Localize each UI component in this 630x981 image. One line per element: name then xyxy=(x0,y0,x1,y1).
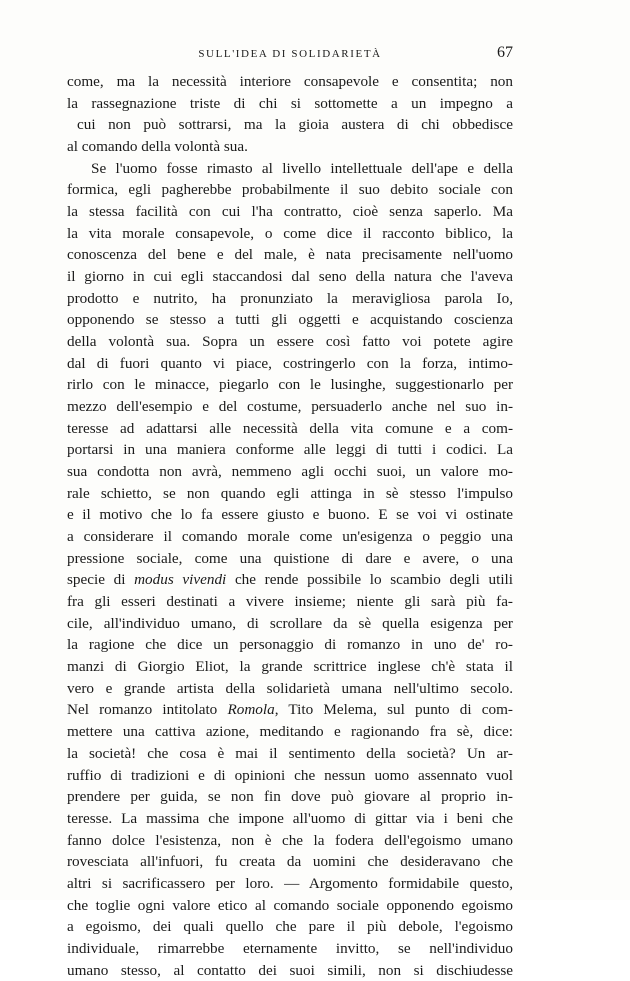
text-line: rale schietto, se non quando egli attinga in sè stesso l'impulso xyxy=(67,484,513,502)
text-line: cile, all'individuo umano, di scrollare da sè quella esigenza per xyxy=(67,614,513,632)
text-line: della volontà sua. Sopra un essere così fatto voi potete agire xyxy=(67,333,513,351)
text-line: portarsi in una maniera conforme alle leggi di tutti i codici. La xyxy=(67,441,513,459)
text-line: vero e grande artista della solidarietà umana nell'ultimo secolo. xyxy=(67,679,513,697)
text-line: fanno dolce l'esistenza, non è che la fodera dell'egoismo umano xyxy=(67,831,513,849)
text-line: a egoismo, dei quali quello che pare il più debole, l'egoismo xyxy=(67,918,513,936)
text-line: altri si sacrificassero per loro. — Argomento formidabile questo, xyxy=(67,874,513,892)
italic-romola: Romola xyxy=(227,701,275,719)
text-line: dal di fuori quanto vi piace, costringerlo con la forza, intimo- xyxy=(67,354,513,372)
text-line: mettere una cattiva azione, meditando e ragionando fra sè, dice: xyxy=(67,723,513,741)
text-line: mezzo dell'esempio e del costume, persuaderlo anche nel suo in- xyxy=(67,398,513,416)
text-line: la vita morale consapevole, o come dice il racconto biblico, la xyxy=(67,224,513,242)
text-line: a considerare il comando morale come un'esigenza o peggio una xyxy=(67,528,513,546)
text-line: al comando della volontà sua. xyxy=(67,138,248,156)
text-line: la ragione che dice un personaggio di romanzo in uno de' ro- xyxy=(67,636,513,654)
text-line: prendere per guida, se non fin dove può giovare al proprio in- xyxy=(67,788,513,806)
running-title: SULL'IDEA DI SOLIDARIETÀ xyxy=(198,48,382,60)
text-line: teresse. La massima che impone all'uomo di gittar via i beni che xyxy=(67,809,513,827)
text-line: ruffio di tradizioni e di opinioni che nessun uomo assennato vuol xyxy=(67,766,513,784)
running-header xyxy=(67,44,513,64)
body-text xyxy=(67,71,513,981)
text-line: Se l'uomo fosse rimasto al livello intellettuale dell'ape e della xyxy=(91,159,513,177)
text-line: manzi di Giorgio Eliot, la grande scrittrice inglese ch'è stata il xyxy=(67,658,513,676)
text-line: cui non può sottrarsi, ma la gioia austera di chi obbedisce xyxy=(77,116,513,134)
page-number: 67 xyxy=(497,44,513,61)
text-line xyxy=(67,699,513,721)
text-line: umano stesso, al contatto dei suoi simili, non si dischiudesse xyxy=(67,961,513,979)
text-line: rovesciata all'infuori, fu creata da uomini che desideravano che xyxy=(67,853,513,871)
text-line: la rassegnazione triste di chi si sottomette a un impegno a xyxy=(67,94,513,112)
line-suffix: , Tito Melema, sul punto di com- xyxy=(274,701,513,719)
text-line: e il motivo che lo fa essere giusto e buono. E se voi vi ostinate xyxy=(67,506,513,524)
text-line: che toglie ogni valore etico al comando sociale opponendo egoismo xyxy=(67,896,513,914)
text-line: prodotto e nutrito, ha pronunziato la meravigliosa parola Io, xyxy=(67,289,513,307)
text-line: il giorno in cui egli staccandosi dal seno della natura che l'aveva xyxy=(67,268,513,286)
text-line: la società! che cosa è mai il sentimento della società? Un ar- xyxy=(67,744,513,762)
line-suffix: che rende possibile lo scambio degli utili xyxy=(226,571,513,589)
text-line: pressione sociale, come una quistione di dare e avere, o una xyxy=(67,549,513,567)
text-line: opponendo se stesso a tutti gli oggetti e acquistando coscienza xyxy=(67,311,513,329)
text-line: come, ma la necessità interiore consapevole e consentita; non xyxy=(67,73,513,90)
text-line xyxy=(67,569,513,591)
text-line: conoscenza del bene e del male, è nata precisamente nell'uomo xyxy=(67,246,513,264)
italic-modus-vivendi: modus vivendi xyxy=(134,571,227,589)
text-line: fra gli esseri destinati a vivere insieme; niente gli sarà più fa- xyxy=(67,593,513,611)
text-line: teresse ad adattarsi alle necessità della vita comune e a com- xyxy=(67,419,513,437)
line-prefix: specie di xyxy=(67,571,135,589)
text-line: formica, egli pagherebbe probabilmente il suo debito sociale con xyxy=(67,181,513,199)
line-prefix: Nel romanzo intitolato xyxy=(67,701,228,719)
text-line: la stessa facilità con cui l'ha contratto, cioè senza saperlo. Ma xyxy=(67,203,513,221)
text-line: sua condotta non avrà, nemmeno agli occhi suoi, un valore mo- xyxy=(67,463,513,481)
text-line: individuale, rimarrebbe eternamente invitto, se nell'individuo xyxy=(67,939,513,957)
text-line: rirlo con le minacce, piegarlo con le lusinghe, suggestionarlo per xyxy=(67,376,513,394)
